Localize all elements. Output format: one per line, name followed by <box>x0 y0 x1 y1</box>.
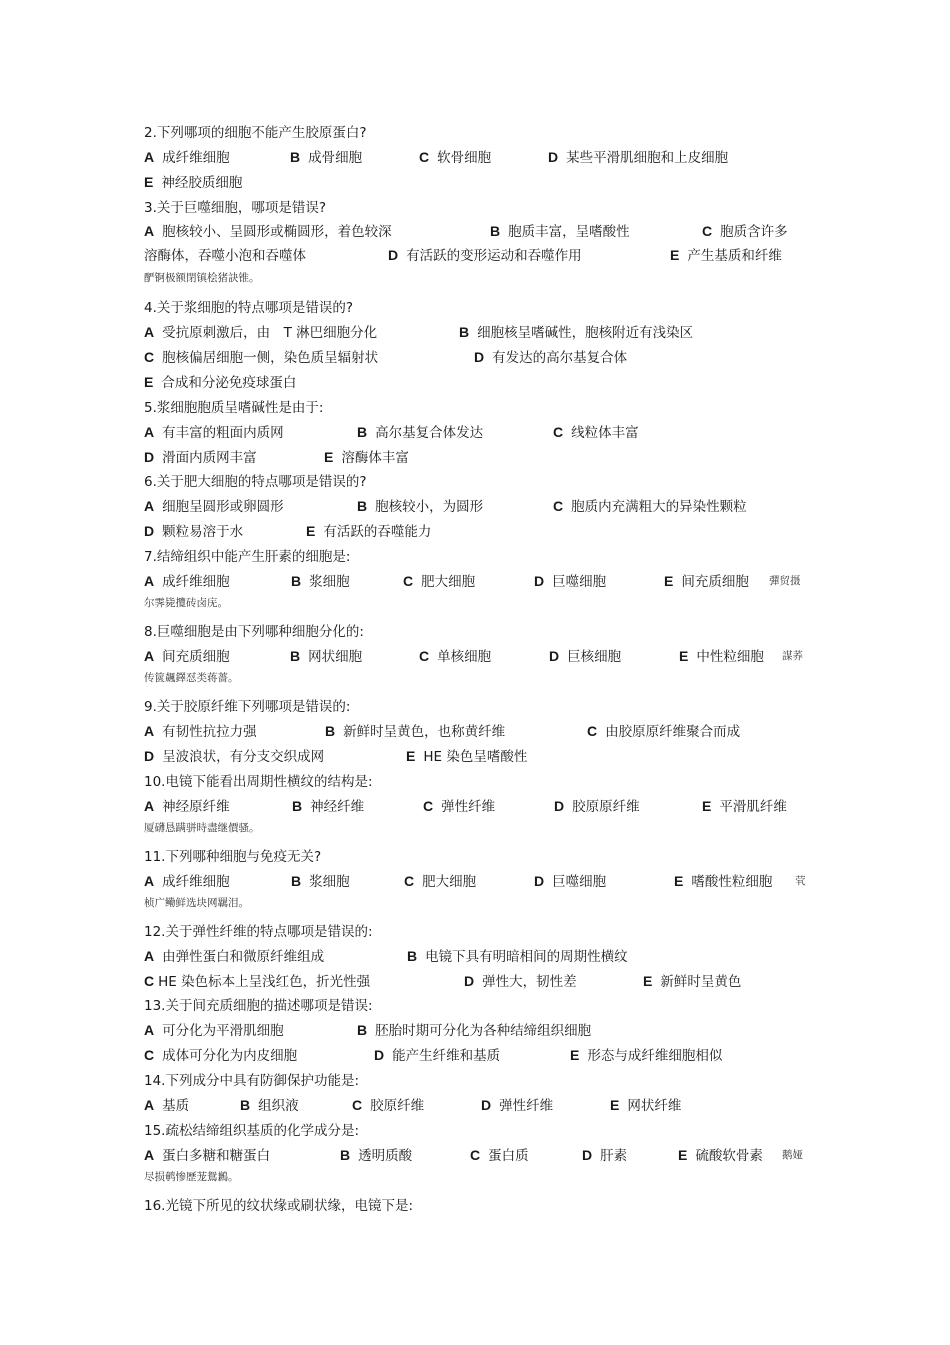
q13-option-b: B 胚胎时期可分化为各种结缔组织细胞 <box>357 1022 592 1039</box>
q8-note-tail: 謀荞 <box>782 650 803 662</box>
q3-note: 酽锕极额閉镇桧猪訣锥。 <box>144 272 260 284</box>
q3-option-d: D 有活跃的变形运动和吞噬作用 <box>388 247 582 264</box>
q7-option-c: C 肥大细胞 <box>403 573 476 590</box>
q7-note: 尔霁毙攬砖卤庑。 <box>144 597 228 609</box>
q9-option-c: C 由胶原原纤维聚合而成 <box>587 723 741 740</box>
q15-option-d: D 肝素 <box>582 1147 628 1164</box>
q11-option-d: D 巨噬细胞 <box>534 873 607 890</box>
q8-option-e: E 中性粒细胞 <box>679 648 764 665</box>
q3-option-c-continued: 溶酶体，吞噬小泡和吞噬体 <box>144 248 306 264</box>
question-5-stem: 5.浆细胞胞质呈嗜碱性是由于: <box>144 400 324 416</box>
q5-option-d: D 滑面内质网丰富 <box>144 449 257 466</box>
q11-note: 桢广鳓鲜选块网羈泪。 <box>144 897 249 909</box>
question-12-stem: 12.关于弹性纤维的特点哪项是错误的: <box>144 924 373 940</box>
q10-note: 厦礴恳蹒骈時盡继價骚。 <box>144 822 260 834</box>
q6-option-e: E 有活跃的吞噬能力 <box>306 523 432 540</box>
q15-option-b: B 透明质酸 <box>340 1147 413 1164</box>
q14-option-d: D 弹性纤维 <box>481 1097 554 1114</box>
q8-option-a: A 间充质细胞 <box>144 648 230 665</box>
question-10-stem: 10.电镜下能看出周期性横纹的结构是: <box>144 774 373 790</box>
q8-option-c: C 单核细胞 <box>419 648 492 665</box>
q2-option-e: E 神经胶质细胞 <box>144 174 243 191</box>
q7-option-b: B 浆细胞 <box>291 573 350 590</box>
q7-option-e: E 间充质细胞 <box>664 573 749 590</box>
q15-option-c: C 蛋白质 <box>470 1147 529 1164</box>
q2-option-d: D 某些平滑肌细胞和上皮细胞 <box>548 149 729 166</box>
q10-option-c: C 弹性纤维 <box>423 798 496 815</box>
q10-option-b: B 神经纤维 <box>292 798 365 815</box>
q6-option-c: C 胞质内充满粗大的异染性颗粒 <box>553 498 747 515</box>
q9-option-e: E HE 染色呈嗜酸性 <box>406 748 528 765</box>
q4-option-d: D 有发达的高尔基复合体 <box>474 349 628 366</box>
q12-option-d: D 弹性大，韧性差 <box>464 973 577 990</box>
question-8-stem: 8.巨噬细胞是由下列哪种细胞分化的: <box>144 624 364 640</box>
q11-option-e: E 嗜酸性粒细胞 <box>674 873 773 890</box>
q14-option-e: E 网状纤维 <box>610 1097 682 1114</box>
q10-option-d: D 胶原原纤维 <box>554 798 640 815</box>
q8-option-d: D 巨核细胞 <box>549 648 622 665</box>
question-6-stem: 6.关于肥大细胞的特点哪项是错误的? <box>144 474 367 490</box>
q4-option-b: B 细胞核呈嗜碱性，胞核附近有浅染区 <box>459 324 694 341</box>
question-4-stem: 4.关于浆细胞的特点哪项是错误的? <box>144 300 354 316</box>
q9-option-d: D 呈波浪状，有分支交织成网 <box>144 748 325 765</box>
q13-option-d: D 能产生纤维和基质 <box>374 1047 501 1064</box>
q2-option-a: A 成纤维细胞 <box>144 149 230 166</box>
q2-option-b: B 成骨细胞 <box>290 149 363 166</box>
question-7-stem: 7.结缔组织中能产生肝素的细胞是: <box>144 549 351 565</box>
q11-option-c: C 肥大细胞 <box>404 873 477 890</box>
q11-note-tail: 茕 <box>795 875 806 887</box>
q11-option-b: B 浆细胞 <box>291 873 350 890</box>
q7-option-d: D 巨噬细胞 <box>534 573 607 590</box>
q8-option-b: B 网状细胞 <box>290 648 363 665</box>
q12-option-b: B 电镜下具有明暗相间的周期性横纹 <box>407 948 628 965</box>
q12-option-c: C HE 染色标本上呈浅红色，折光性强 <box>144 973 371 990</box>
q15-note-tail: 鹅娅 <box>782 1149 803 1161</box>
q3-option-a: A 胞核较小、呈圆形或椭圆形，着色较深 <box>144 223 392 240</box>
question-16-stem: 16.光镜下所见的纹状缘或刷状缘，电镜下是: <box>144 1198 414 1214</box>
q15-option-a: A 蛋白多糖和糖蛋白 <box>144 1147 271 1164</box>
q3-option-c: C 胞质含许多 <box>702 223 788 240</box>
q14-option-b: B 组织液 <box>240 1097 299 1114</box>
q4-option-a: A 受抗原刺激后，由 T 淋巴细胞分化 <box>144 324 378 341</box>
q15-note: 尽损鹌惨歷茏鴛鶼。 <box>144 1171 239 1183</box>
q13-option-e: E 形态与成纤维细胞相似 <box>570 1047 723 1064</box>
q14-option-c: C 胶原纤维 <box>352 1097 425 1114</box>
q8-note: 传篋飆鐸怼类蒋薔。 <box>144 672 239 684</box>
q6-option-a: A 细胞呈圆形或卵圆形 <box>144 498 284 515</box>
q14-option-a: A 基质 <box>144 1097 190 1114</box>
q9-option-a: A 有韧性抗拉力强 <box>144 723 257 740</box>
q10-option-e: E 平滑肌纤维 <box>702 798 787 815</box>
q7-option-a: A 成纤维细胞 <box>144 573 230 590</box>
q10-option-a: A 神经原纤维 <box>144 798 230 815</box>
q5-option-b: B 高尔基复合体发达 <box>357 424 484 441</box>
q6-option-d: D 颗粒易溶于水 <box>144 523 244 540</box>
question-13-stem: 13.关于间充质细胞的描述哪项是错误: <box>144 998 373 1014</box>
q5-option-a: A 有丰富的粗面内质网 <box>144 424 284 441</box>
question-9-stem: 9.关于胶原纤维下列哪项是错误的: <box>144 699 351 715</box>
q7-note-tail: 彈贸摄 <box>769 575 801 587</box>
q2-option-c: C 软骨细胞 <box>419 149 492 166</box>
q12-option-a: A 由弹性蛋白和微原纤维组成 <box>144 948 325 965</box>
q9-option-b: B 新鲜时呈黄色，也称黄纤维 <box>325 723 506 740</box>
q11-option-a: A 成纤维细胞 <box>144 873 230 890</box>
question-14-stem: 14.下列成分中具有防御保护功能是: <box>144 1073 360 1089</box>
question-15-stem: 15.疏松结缔组织基质的化学成分是: <box>144 1123 360 1139</box>
q4-option-c: C 胞核偏居细胞一侧，染色质呈辐射状 <box>144 349 379 366</box>
question-2-stem: 2.下列哪项的细胞不能产生胶原蛋白? <box>144 125 367 141</box>
q4-option-e: E 合成和分泌免疫球蛋白 <box>144 374 297 391</box>
q3-option-e: E 产生基质和纤维 <box>670 247 782 264</box>
q15-option-e: E 硫酸软骨素 <box>678 1147 763 1164</box>
q5-option-e: E 溶酶体丰富 <box>324 449 409 466</box>
q13-option-c: C 成体可分化为内皮细胞 <box>144 1047 298 1064</box>
q3-option-b: B 胞质丰富，呈嗜酸性 <box>490 223 630 240</box>
q6-option-b: B 胞核较小，为圆形 <box>357 498 484 515</box>
q5-option-c: C 线粒体丰富 <box>553 424 639 441</box>
q13-option-a: A 可分化为平滑肌细胞 <box>144 1022 284 1039</box>
question-3-stem: 3.关于巨噬细胞，哪项是错误? <box>144 200 327 216</box>
question-11-stem: 11.下列哪种细胞与免疫无关? <box>144 849 322 865</box>
q12-option-e: E 新鲜时呈黄色 <box>643 973 742 990</box>
